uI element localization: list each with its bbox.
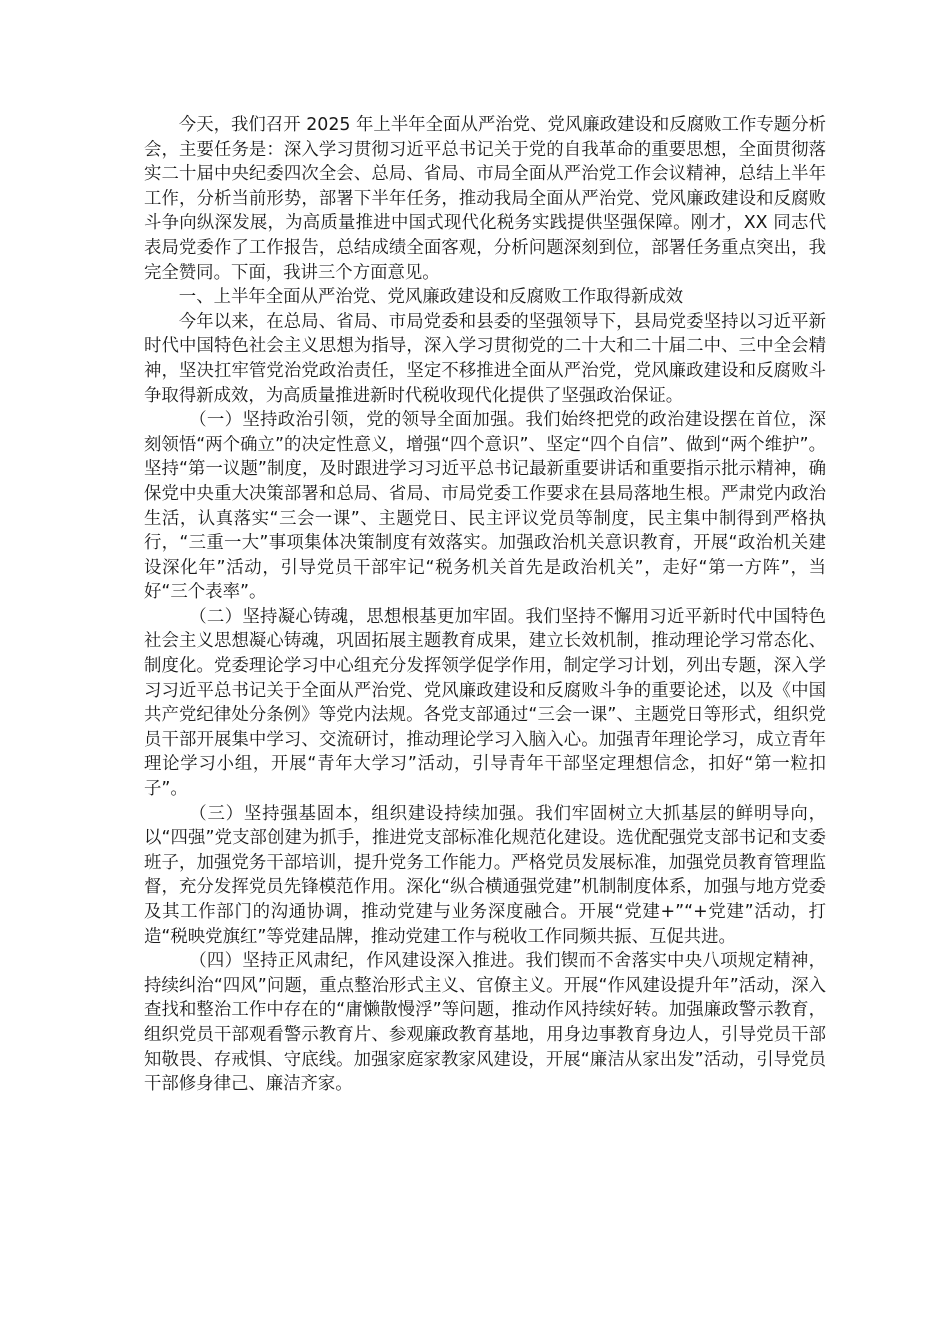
section-1-heading: 一、上半年全面从严治党、党风廉政建设和反腐败工作取得新成效 (178, 287, 684, 308)
point-2-paragraph: （二）坚持凝心铸魂，思想根基更加牢固。我们坚持不懈用习近平新时代中国特色社会主义思想凝心铸魂，巩固拓展主题教育成果，建立长效机制，推动理论学习常态化、制度化。党委理论学习中心组充分发挥领学促学作用，制定学习计划，列出专题，深入学习习近平总书记关于全面从严治党、党风廉政建设和反腐败斗争的重要论述，以及《中国共产党纪律处分条例》等党内法规。各党支部通过“三会一课”、主题党日等形式，组织党员干部开展集中学习、交流研讨，推动理论学习入脑入心。加强青年理论学习，成立青年理论学习小组，开展“青年大学习”活动，引导青年干部坚定理想信念，扣好“第一粒扣子”。 (144, 606, 826, 800)
document-page (144, 113, 826, 1097)
point-3-paragraph: （三）坚持强基固本，组织建设持续加强。我们牢固树立大抓基层的鲜明导向，以“四强”党支部创建为抓手，推进党支部标准化规范化建设。选优配强党支部书记和支委班子，加强党务干部培训，提升党务工作能力。严格党员发展标准，加强党员教育管理监督，充分发挥党员先锋模范作用。深化“纵合横通强党建”机制制度体系，加强与地方党委及其工作部门的沟通协调，推动党建与业务深度融合。开展“党建+”“+党建”活动，打造“税映党旗红”等党建品牌，推动党建工作与税收工作同频共振、互促共进。 (144, 803, 826, 947)
point-1-paragraph: （一）坚持政治引领，党的领导全面加强。我们始终把党的政治建设摆在首位，深刻领悟“两个确立”的决定性意义，增强“四个意识”、坚定“四个自信”、做到“两个维护”。坚持“第一议题”制度，及时跟进学习习近平总书记最新重要讲话和重要指示批示精神，确保党中央重大决策部署和总局、省局、市局党委工作要求在县局落地生根。严肃党内政治生活，认真落实“三会一课”、主题党日、民主评议党员等制度，民主集中制得到严格执行，“三重一大”事项集体决策制度有效落实。加强政治机关意识教育，开展“政治机关建设深化年”活动，引导党员干部牢记“税务机关首先是政治机关”，走好“第一方阵”，当好“三个表率”。 (144, 410, 826, 603)
section-1-intro-paragraph: 今年以来，在总局、省局、市局党委和县委的坚强领导下，县局党委坚持以习近平新时代中国特色社会主义思想为指导，深入学习贯彻党的二十大和二十届二中、三中全会精神，坚决扛牢管党治党政治责任，坚定不移推进全面从严治党，党风廉政建设和反腐败斗争取得新成效，为高质量推进新时代税收现代化提供了坚强政治保证。 (144, 311, 826, 406)
intro-paragraph: 今天，我们召开 2025 年上半年全面从严治党、党风廉政建设和反腐败工作专题分析会，主要任务是：深入学习贯彻习近平总书记关于党的自我革命的重要思想，全面贯彻落实二十届中央纪委四次全会、总局、省局、市局全面从严治党工作会议精神，总结上半年工作，分析当前形势，部署下半年任务，推动我局全面从严治党、党风廉政建设和反腐败斗争向纵深发展，为高质量推进中国式现代化税务实践提供坚强保障。刚才，XX 同志代表局党委作了工作报告，总结成绩全面客观，分析问题深刻到位，部署任务重点突出，我完全赞同。下面，我讲三个方面意见。 (144, 115, 826, 283)
point-4-paragraph: （四）坚持正风肃纪，作风建设深入推进。我们锲而不舍落实中央八项规定精神，持续纠治“四风”问题，重点整治形式主义、官僚主义。开展“作风建设提升年”活动，深入查找和整治工作中存在的“庸懒散慢浮”等问题，推动作风持续好转。加强廉政警示教育，组织党员干部观看警示教育片、参观廉政教育基地，用身边事教育身边人，引导党员干部知敬畏、存戒惧、守底线。加强家庭家教家风建设，开展“廉洁从家出发”活动，引导党员干部修身律己、廉洁齐家。 (144, 951, 826, 1095)
